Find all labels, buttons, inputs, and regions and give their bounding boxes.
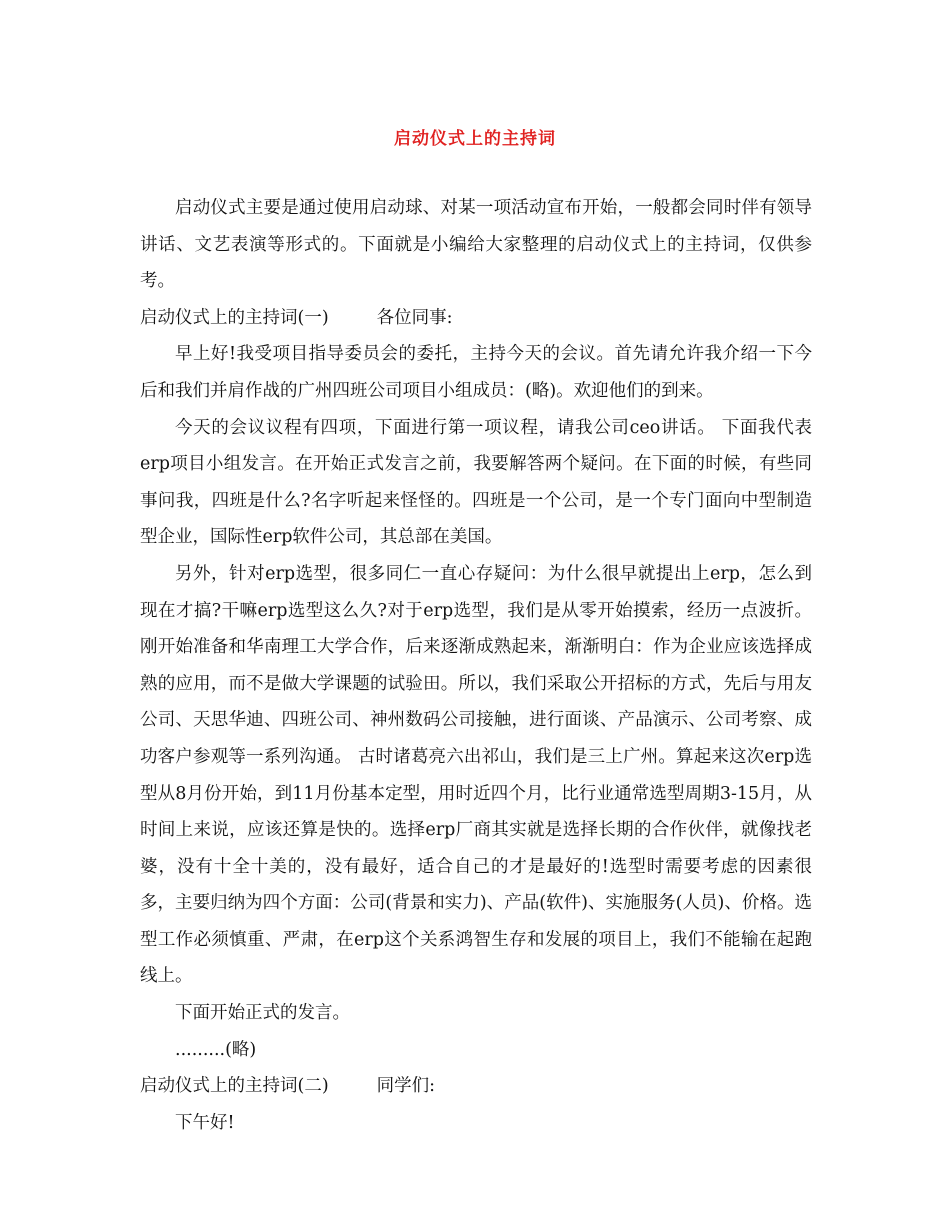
paragraph-intro: 启动仪式主要是通过使用启动球、对某一项活动宣布开始，一般都会同时伴有领导讲话、文艺表演等形式的。下面就是小编给大家整理的启动仪式上的主持词，仅供参考。 [140, 198, 812, 292]
document-body [140, 190, 812, 1141]
paragraph-opening: 早上好!我受项目指导委员会的委托，主持今天的会议。首先请允许我介绍一下今后和我们并肩作战的广州四班公司项目小组成员：(略)。欢迎他们的到来。 [140, 344, 812, 401]
paragraph-speech-start: 下面开始正式的发言。 [175, 1003, 350, 1024]
section-heading-2-line [140, 1068, 812, 1105]
greeting-2: 同学们: [376, 1076, 436, 1097]
greeting-1: 各位同事: [376, 307, 453, 328]
paragraph-omitted: .........(略) [175, 1039, 257, 1060]
paragraph-afternoon: 下午好! [175, 1112, 235, 1133]
section-heading-1-line [140, 300, 812, 337]
document-title: 启动仪式上的主持词 [394, 129, 556, 149]
paragraph-erp-selection: 另外，针对erp选型，很多同仁一直心存疑问：为什么很早就提出上erp，怎么到现在才搞?干嘛erp选型这么久?对于erp选型，我们是从零开始摸索，经历一点波折。刚开始准备和华南理工大学合作，后来逐渐成熟起来，渐渐明白：作为企业应该选择成熟的应用，而不是做大学课题的试验田。所以，我们采取公开招标的方式，先后与用友公司、天思华迪、四班公司、神州数码公司接触，进行面谈、产品演示、公司考察、成功客户参观等一系列沟通。 古时诸葛亮六出祁山，我们是三上广州。算起来这次erp选型从8月份开始，到11月份基本定型，用时近四个月，比行业通常选型周期3-15月，从时间上来说，应该还算是快的。选择erp厂商其实就是选择长期的合作伙伴，就像找老婆，没有十全十美的，没有最好，适合自己的才是最好的!选型时需要考虑的因素很多，主要归纳为四个方面：公司(背景和实力)、产品(软件)、实施服务(人员)、价格。选型工作必须慎重、严肃，在erp这个关系鸿智生存和发展的项目上，我们不能输在起跑线上。 [140, 563, 812, 987]
section-heading-1: 启动仪式上的主持词(一) [140, 307, 329, 328]
section-heading-2: 启动仪式上的主持词(二) [140, 1076, 329, 1097]
paragraph-agenda: 今天的会议议程有四项，下面进行第一项议程，请我公司ceo讲话。 下面我代表erp项目小组发言。在开始正式发言之前，我要解答两个疑问。在下面的时候，有些同事问我，四班是什么?名字听起来怪怪的。四班是一个公司，是一个专门面向中型制造型企业，国际性erp软件公司，其总部在美国。 [140, 417, 812, 548]
